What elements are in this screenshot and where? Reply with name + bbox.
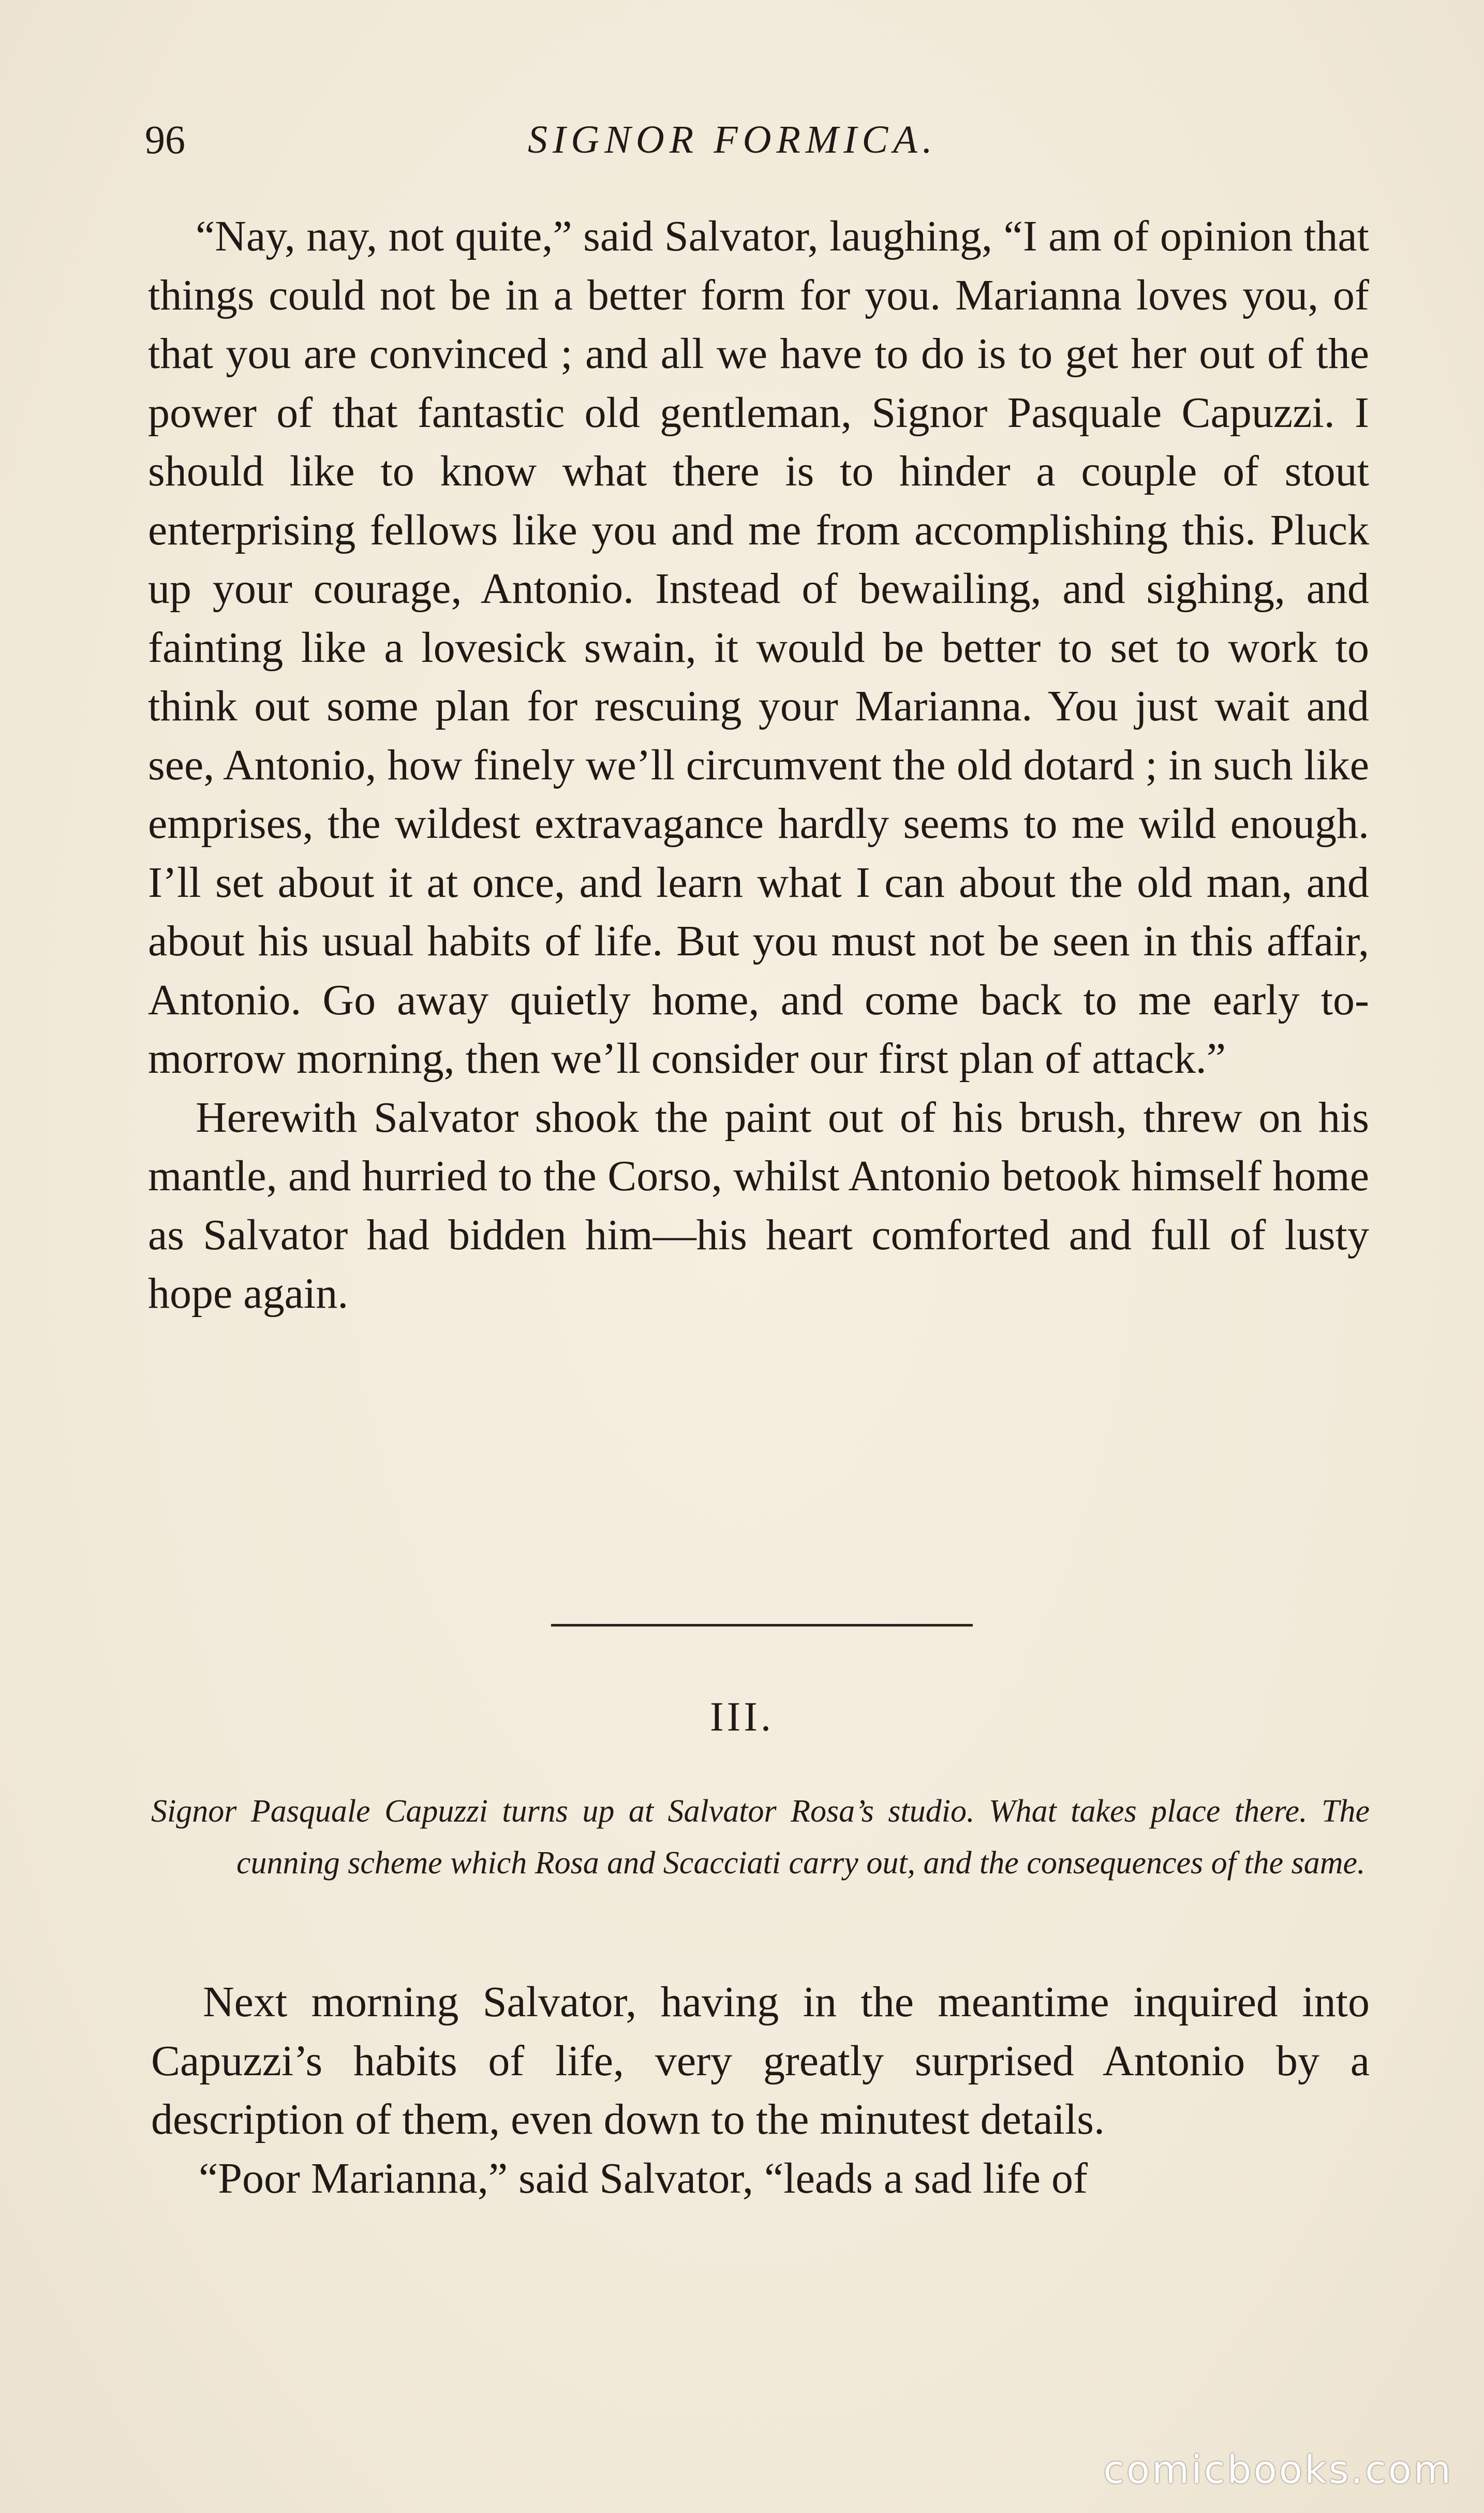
body-text-bottom (151, 1973, 1370, 2208)
page-number: 96 (145, 117, 185, 162)
paragraph: Herewith Salvator shook the paint out of his brush, threw on his mantle, and hurried to the Corso, whilst Antonio betook himself home as Salvator had bidden him—his heart comforted and full of lusty hope again. (148, 1093, 1369, 1318)
page-header (145, 111, 1376, 168)
chapter-summary (151, 1785, 1370, 1889)
watermark: comicbooks.com (1103, 2448, 1453, 2492)
section-divider (551, 1624, 973, 1627)
body-text-top (148, 207, 1369, 1323)
chapter-summary-text: Signor Pasquale Capuzzi turns up at Salvator Rosa’s studio. What takes place there. The cunning scheme which Rosa and Scacciati carry out, and the consequences of the same. (151, 1794, 1370, 1881)
running-head: SIGNOR FORMICA. (528, 118, 938, 161)
paragraph: “Nay, nay, not quite,” said Salvator, laughing, “I am of opinion that things could not be in a better form for you. Marianna loves you, of that you are convinced ; and all we have to do is to get her out of the power of that fantastic old gentleman, Signor Pasquale Capuzzi. I should like to know what there is to hinder a couple of stout enterprising fellows like you and me from accomplishing this. Pluck up your courage, Antonio. Instead of bewailing, and sighing, and fainting like a lovesick swain, it would be better to set to work to think out some plan for rescuing your Marianna. You just wait and see, Antonio, how finely we’ll circumvent the old dotard ; in such like emprises, the wildest extravagance hardly seems to me wild enough. I’ll set about it at once, and learn what I can about the old man, and about his usual habits of life. But you must not be seen in this affair, Antonio. Go away quietly home, and come back to me early to-morrow morning, then we’ll consider our first plan of attack.” (148, 212, 1369, 1083)
paragraph: Next morning Salvator, having in the meantime inquired into Capuzzi’s habits of life, very greatly surprised Antonio by a description of them, even down to the minutest details. (151, 1978, 1370, 2144)
chapter-number: III. (710, 1694, 774, 1740)
paragraph: “Poor Marianna,” said Salvator, “leads a sad life of (199, 2154, 1088, 2202)
